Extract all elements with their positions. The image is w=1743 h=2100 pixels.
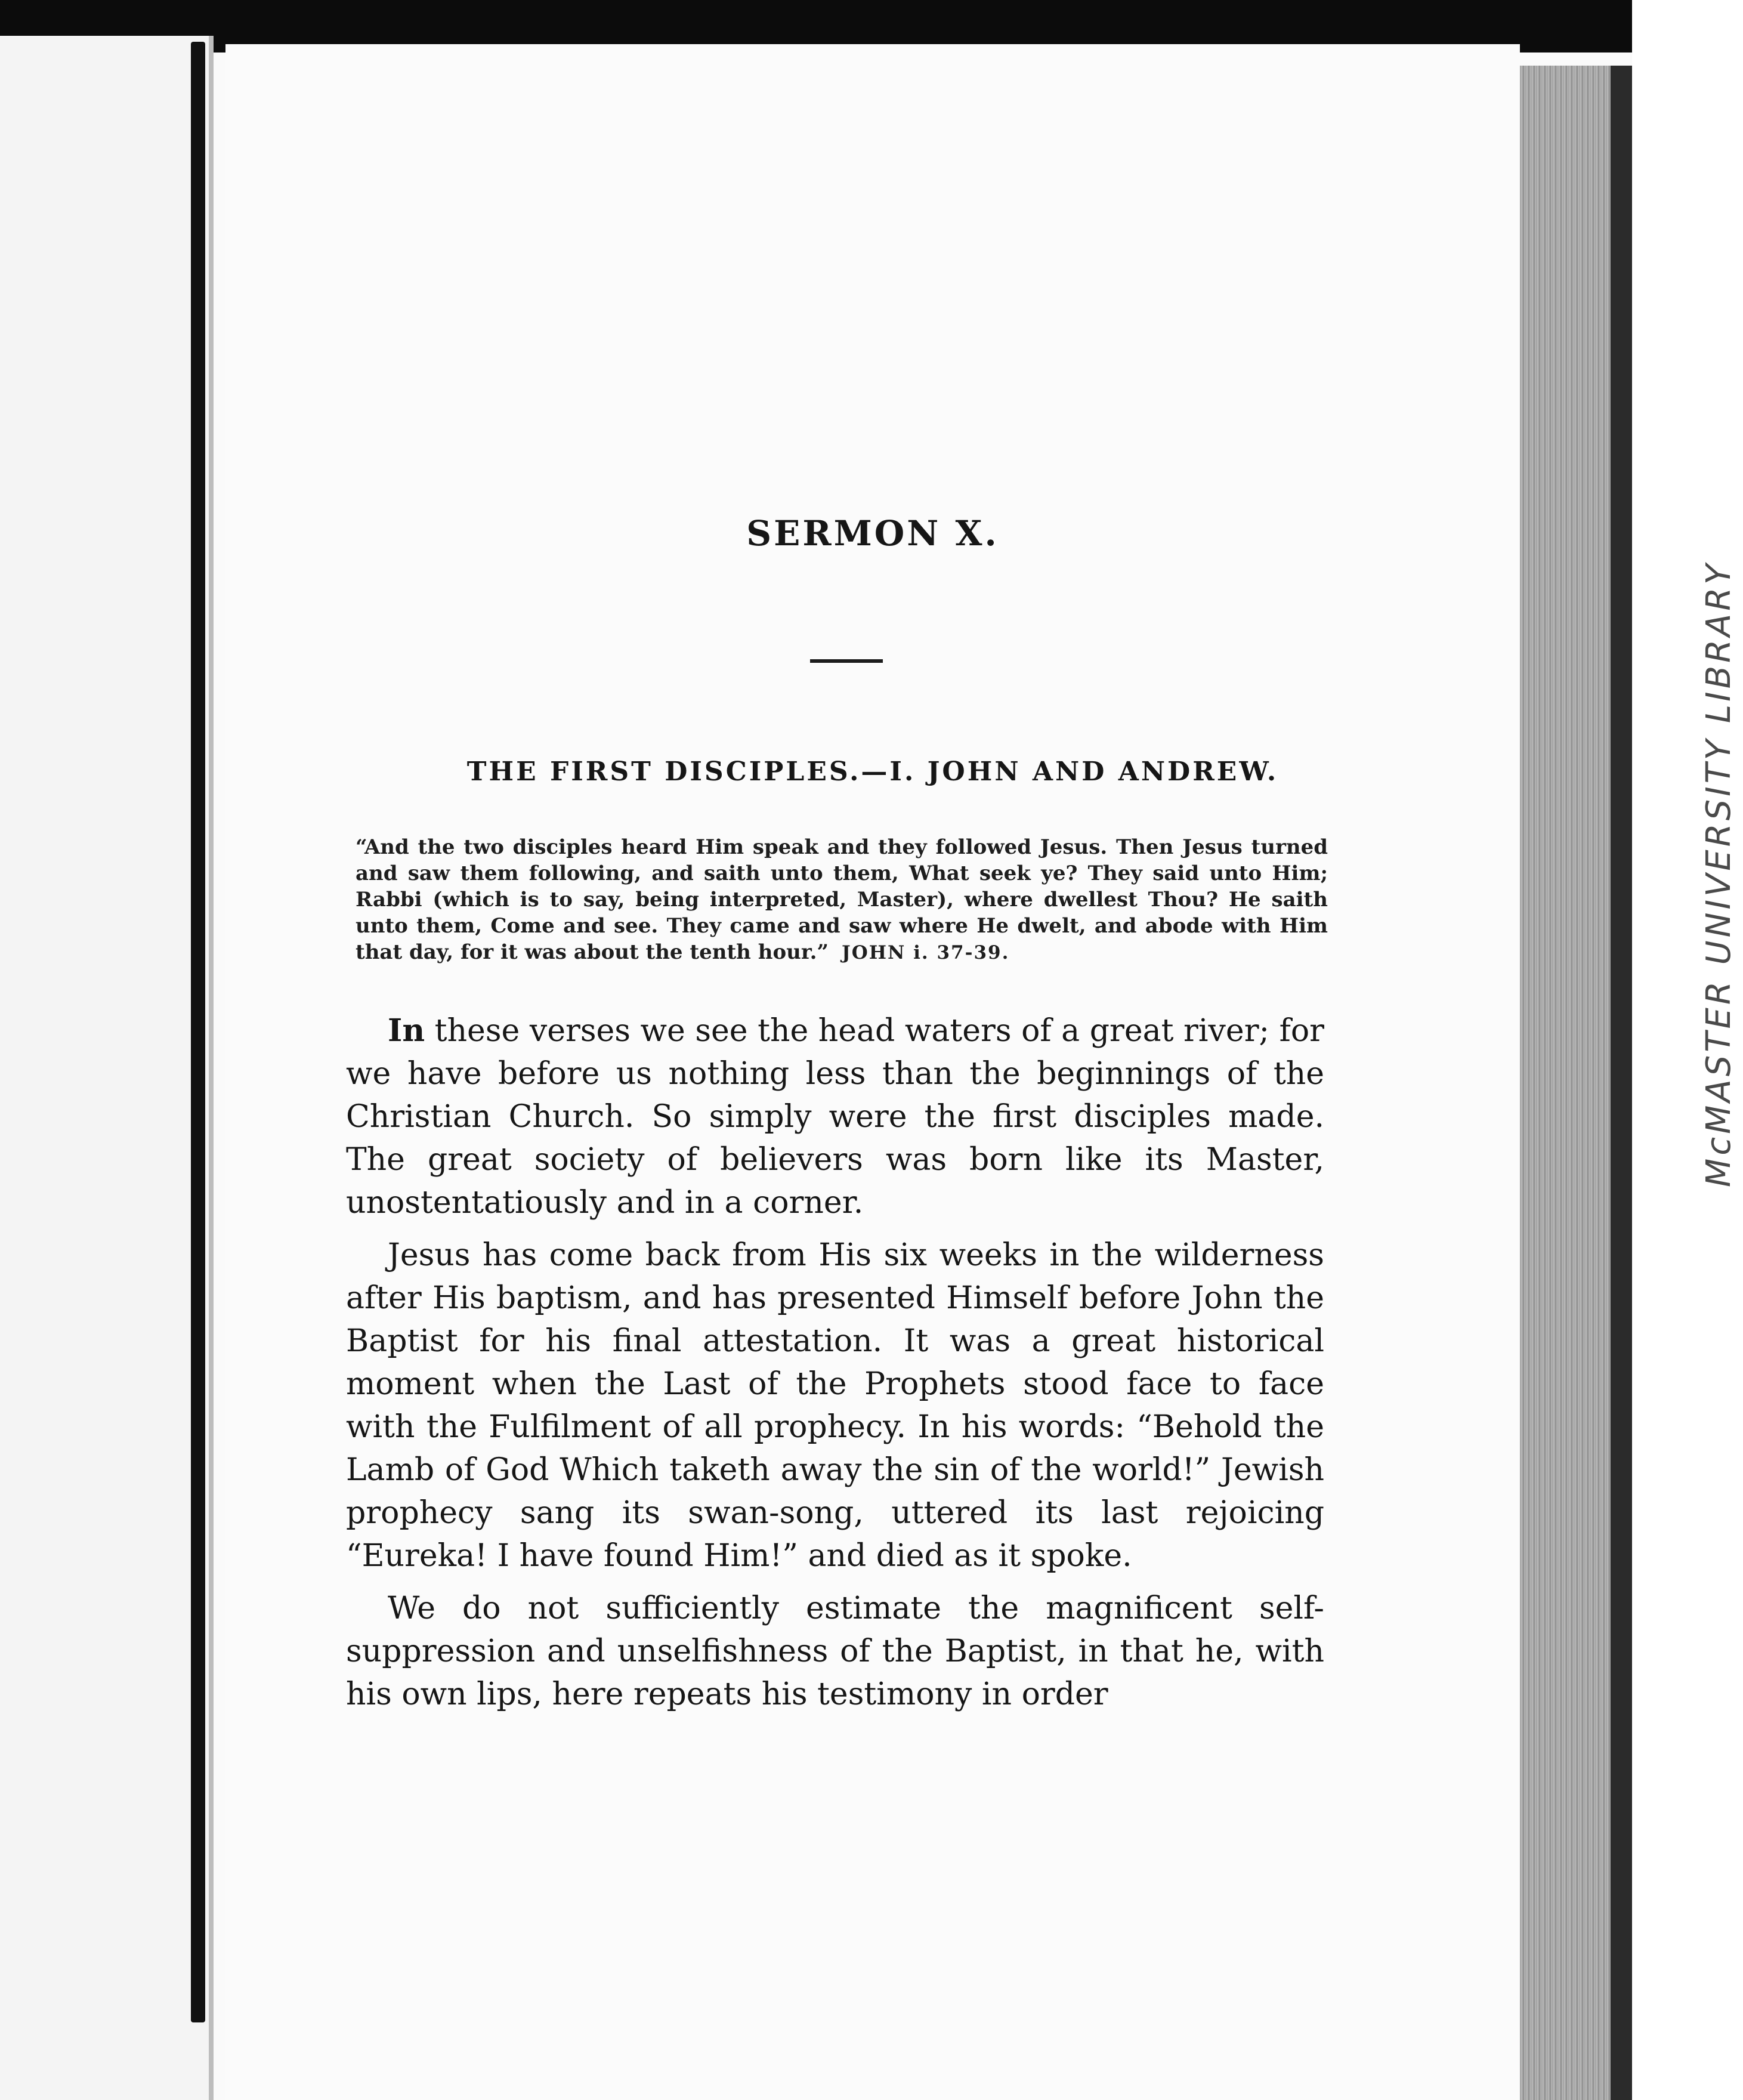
facing-blank-page (0, 36, 209, 2100)
page-block-shadow (1611, 66, 1632, 2100)
sermon-body (346, 1009, 1324, 1725)
body-paragraph (346, 1009, 1324, 1224)
sermon-subtitle: THE FIRST DISCIPLES.—I. JOHN AND ANDREW. (466, 756, 1279, 787)
epigraph-text: “And the two disciples heard Him speak and they followed Jesus. Then Jesus turned and saw them following, and saith unto them, What seek ye? They said unto Him; Rabbi (which is to say, being interpreted, Master), where dwellest Thou? He saith unto them, Come and see. They came and saw where He dwelt, and abode with Him that day, for it was about the tenth hour.” (356, 835, 1328, 964)
library-stamp: McMASTER UNIVERSITY LIBRARY (1699, 561, 1738, 1187)
book-gutter (191, 42, 205, 2022)
epigraph-reference: JOHN i. 37-39. (842, 942, 1010, 963)
body-paragraph: We do not sufficiently estimate the magnificent self-suppression and unselfishness of the Baptist, in that he, with his own lips, here repeats his testimony in order (346, 1591, 1324, 1712)
title-rule (810, 659, 883, 663)
scripture-epigraph (356, 834, 1328, 966)
facing-page-edge (209, 36, 214, 2100)
opening-word: In (388, 1012, 425, 1049)
paragraph-text: these verses we see the head waters of a great river; for we have before us nothing less than the beginnings of the Christian Church. So simply were the first disciples made. The great society of believers was born like its Master, unostentatiously and in a corner. (346, 1013, 1325, 1221)
sermon-title: SERMON X. (746, 513, 999, 554)
body-paragraph: Jesus has come back from His six weeks in the wilderness after His baptism, and has presented Himself before John the Baptist for his final attestation. It was a great historical moment when the Last of the Prophets stood face to face with the Fulfilment of all prophecy. In his words: “Behold the Lamb of God Which taketh away the sin of the world!” Jewish prophecy sang its swan-song, uttered its last rejoicing “Eureka! I have found Him!” and died as it spoke. (346, 1237, 1324, 1574)
